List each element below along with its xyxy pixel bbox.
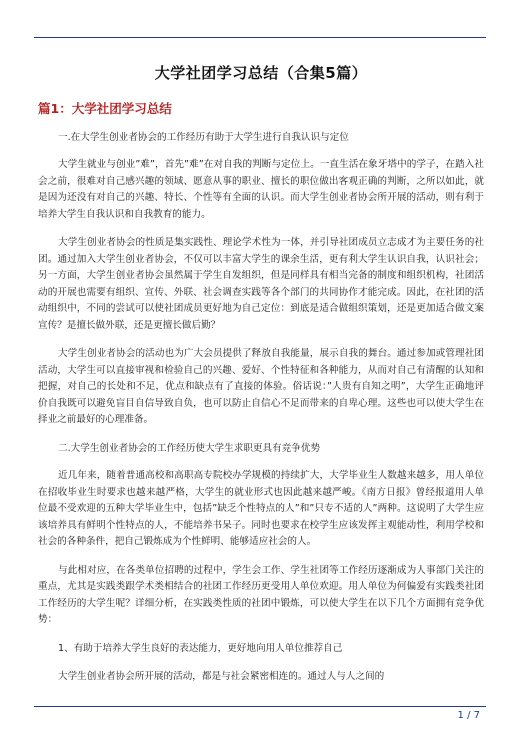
paragraph-4: 近几年来，随着普通高校和高职高专院校办学规模的持续扩大，大学毕业生人数越来越多，用人单位在招收毕业生时要求也越来越严格，大学生的就业形式也因此越来越严峻。《南方日报》曾经报道用人单位最不受欢迎的五种大学毕业生中，包括”缺乏个性特点的人”和”只专不适的人”两种。这说明了大学生应该培养具有鲜明个性特点的人，不能培养书呆子。同时也要求在校学生应该发挥主观能动性，利用学校和社会的各种条件，把自己锻炼成为个性鲜明、能够适应社会的人。 — [38, 470, 484, 548]
subheading-one: 一.在大学生创业者协会的工作经历有助于大学生进行自我认识与定位 — [58, 132, 349, 143]
paragraph-2: 大学生创业者协会的性质是集实践性、理论学术性为一体，并引导社团成员立志成才为主要任务的社团。通过加入大学生创业者协会，不仅可以丰富大学生的课余生活，更有利大学生认识自我，认识社会；另一方面，大学生创业者协会虽然属于学生自发组织，但是同样具有相当完备的制度和组织机构，社团活动的开展也需要有组织、宣传、外联、社会调查实践等各个部门的共同协作才能完成。因此，在社团的活动组织中，不同的尝试可以使社团成员更好地为自己定位：到底是适合做组织策划，还是更加适合做文案宣传？是擅长做外联，还是更擅长做后勤？ — [38, 237, 484, 331]
footer-rule — [34, 706, 486, 707]
page-number: 1 / 7 — [457, 710, 480, 721]
paragraph-3: 大学生创业者协会的活动也为广大会员提供了释放自我能量，展示自我的舞台。通过参加或管理社团活动，大学生可以直接审视和检验自己的兴趣、爱好、个性特征和各种能力，从而对自己有清醒的认知和把握，对自己的长处和不足，优点和缺点有了直接的体验。俗话说：”人贵有自知之明”，大学生正确地评价自我既可以避免盲目自信导致自负，也可以防止自信心不足而带来的自卑心理。这些也可以使大学生在择业之前最好的心理准备。 — [38, 348, 484, 426]
paragraph-6: 大学生创业者协会所开展的活动，都是与社会紧密相连的。通过人与人之间的 — [58, 671, 385, 683]
subheading-two: 二.大学生创业者协会的工作经历使大学生求职更具有竞争优势 — [58, 442, 321, 454]
paragraph-1: 大学生就业与创业”难”，首先”难”在对自我的判断与定位上。一直生活在象牙塔中的学子，在踏入社会之前，很难对自己感兴趣的领域、愿意从事的职业、擅长的职位做出客观正确的判断，之所以如此，就是因为还没有对自己的兴趣、特长、个性等有全面的认识。而大学生创业者协会所开展的活动，则有利于培养大学生自我认识和自我教育的能力。 — [38, 159, 484, 220]
list-item-1: 1、有助于培养大学生良好的表达能力，更好地向用人单位推荐自己 — [58, 642, 343, 654]
header-rule — [34, 37, 486, 38]
document-page — [38, 62, 484, 698]
section-heading: 篇1：大学社团学习总结 — [38, 101, 172, 116]
paragraph-5: 与此相对应，在各类单位招聘的过程中，学生会工作、学生社团等工作经历逐渐成为人事部门关注的重点，尤其是实践类跟学术类相结合的社团工作经历更受用人单位欢迎。用人单位为何偏爱有实践类社团工作经历的大学生呢？详细分析，在实践类性质的社团中锻炼，可以使大学生在以下几个方面拥有竞争优势： — [38, 564, 484, 626]
document-title: 大学社团学习总结（合集5篇） — [154, 64, 368, 82]
